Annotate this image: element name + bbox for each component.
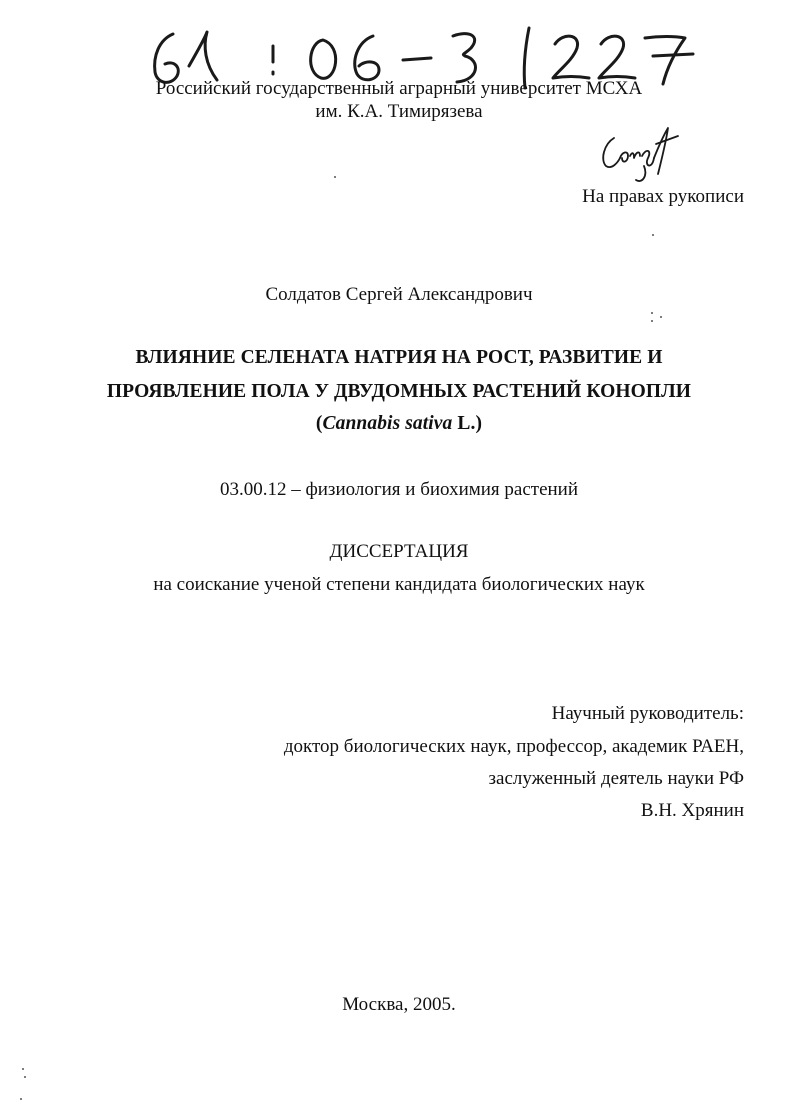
document-type: ДИССЕРТАЦИЯ: [329, 541, 469, 562]
handwritten-archive-code: [145, 4, 705, 74]
latin-authority: L.): [452, 413, 483, 434]
scan-speck: [20, 1098, 22, 1100]
scan-speck: [24, 1076, 26, 1078]
place-and-year: Москва, 2005.: [342, 994, 456, 1015]
scan-speck: [660, 316, 662, 318]
supervisor-degree: доктор биологических наук, профессор, академик РАЕН,: [283, 736, 744, 757]
specialty-code: 03.00.12 – физиология и биохимия растений: [219, 479, 579, 500]
dissertation-title-line-1: ВЛИЯНИЕ СЕЛЕНАТА НАТРИЯ НА РОСТ, РАЗВИТИЕ И: [135, 347, 663, 368]
supervisor-name: В.Н. Хрянин: [640, 800, 744, 821]
latin-open-paren: (: [315, 413, 323, 434]
scan-speck: [334, 176, 336, 178]
scan-speck: [651, 320, 653, 322]
supervisor-honor: заслуженный деятель науки РФ: [488, 768, 744, 789]
university-name: Российский государственный аграрный университет МСХА: [155, 78, 643, 99]
scan-speck: [652, 234, 654, 236]
rights-note: На правах рукописи: [582, 186, 744, 207]
latin-binomial: Cannabis sativa: [322, 413, 453, 434]
degree-sought: на соискание ученой степени кандидата биологических наук: [153, 574, 645, 595]
scan-speck: [651, 312, 653, 314]
handwritten-signature: [596, 118, 686, 190]
author-name: Солдатов Сергей Александрович: [265, 284, 533, 305]
supervisor-label: Научный руководитель:: [551, 703, 744, 724]
dissertation-title-line-2: ПРОЯВЛЕНИЕ ПОЛА У ДВУДОМНЫХ РАСТЕНИЙ КОНОПЛИ: [106, 381, 692, 402]
university-name-suffix: им. К.А. Тимирязева: [315, 101, 483, 122]
latin-species-name: [0, 413, 798, 435]
scan-speck: [22, 1068, 24, 1070]
